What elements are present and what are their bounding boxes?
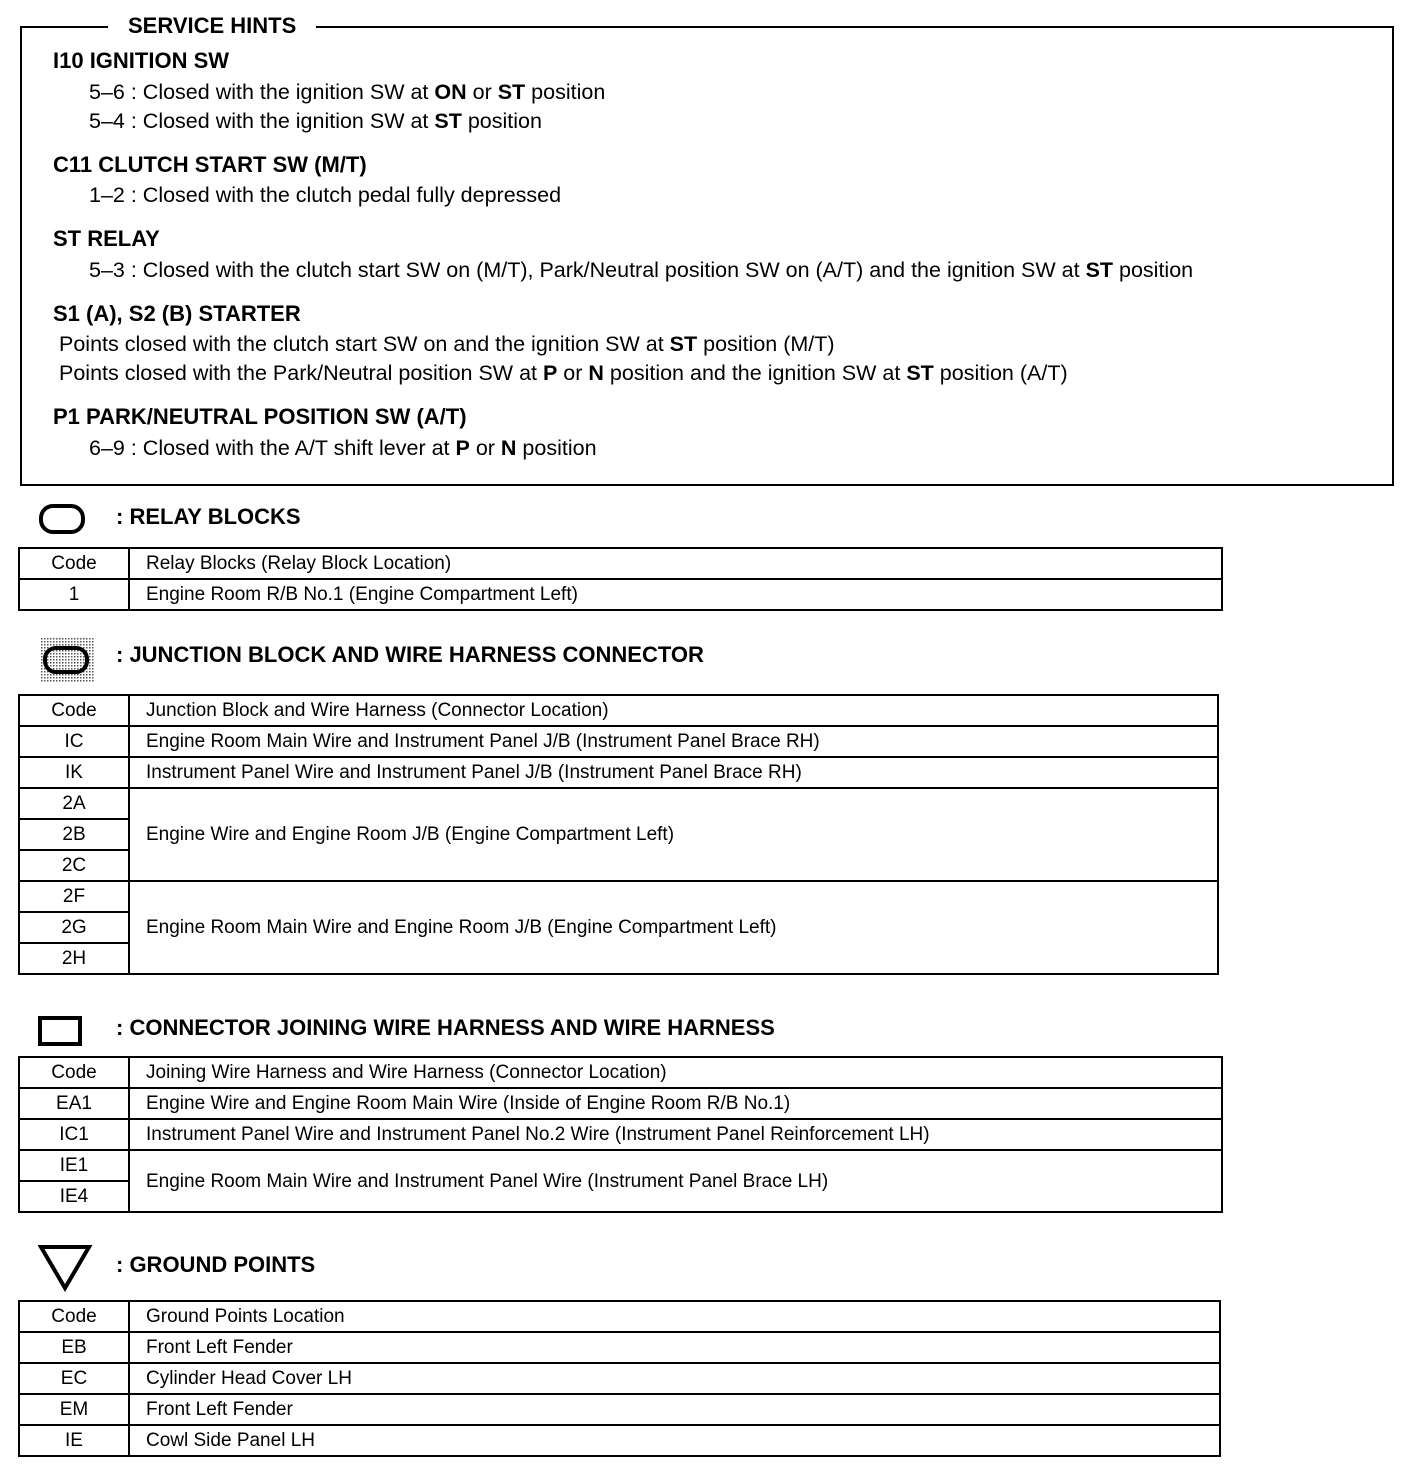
table-row bbox=[19, 1332, 1220, 1363]
code-cell: 2F bbox=[19, 881, 129, 912]
ground-points-legend bbox=[38, 1244, 938, 1284]
hint-line: 5–3 : Closed with the clutch start SW on (M/T), Park/Neutral position SW on (A/T) and the ignition SW at ST position bbox=[89, 258, 1194, 282]
desc-cell: Engine Wire and Engine Room J/B (Engine Compartment Left) bbox=[129, 788, 1218, 881]
code-cell: IE bbox=[19, 1425, 129, 1456]
connector-table bbox=[18, 1056, 1223, 1213]
ground-points-label: : GROUND POINTS bbox=[116, 1252, 316, 1277]
header-desc: Joining Wire Harness and Wire Harness (Connector Location) bbox=[129, 1057, 1222, 1088]
hint-line: Points closed with the Park/Neutral position SW at P or N position and the ignition SW at ST position (A/T) bbox=[59, 361, 1068, 385]
table-row bbox=[19, 1394, 1220, 1425]
header-code: Code bbox=[19, 1057, 129, 1088]
code-cell: EB bbox=[19, 1332, 129, 1363]
header-desc: Ground Points Location bbox=[129, 1301, 1220, 1332]
ground-points-table bbox=[18, 1300, 1221, 1457]
ground-point-icon bbox=[38, 1244, 94, 1292]
code-cell: IC1 bbox=[19, 1119, 129, 1150]
connector-label: : CONNECTOR JOINING WIRE HARNESS AND WIRE HARNESS bbox=[116, 1015, 775, 1040]
table-row bbox=[19, 1150, 1222, 1181]
code-cell: 2G bbox=[19, 912, 129, 943]
table-header-row bbox=[19, 1301, 1220, 1332]
code-cell: IE4 bbox=[19, 1181, 129, 1212]
table-row bbox=[19, 1119, 1222, 1150]
code-cell: EC bbox=[19, 1363, 129, 1394]
table-row bbox=[19, 1363, 1220, 1394]
hint-line: 5–4 : Closed with the ignition SW at ST position bbox=[89, 109, 542, 133]
connector-legend bbox=[38, 1011, 938, 1051]
hint-heading-clutch-start-sw: C11 CLUTCH START SW (M/T) bbox=[53, 152, 367, 177]
code-cell: IC bbox=[19, 726, 129, 757]
code-cell: 2C bbox=[19, 850, 129, 881]
desc-cell: Engine Wire and Engine Room Main Wire (Inside of Engine Room R/B No.1) bbox=[129, 1088, 1222, 1119]
table-row bbox=[19, 1425, 1220, 1456]
junction-block-legend bbox=[38, 638, 938, 678]
desc-cell: Engine Room Main Wire and Instrument Panel J/B (Instrument Panel Brace RH) bbox=[129, 726, 1218, 757]
hint-line: 5–6 : Closed with the ignition SW at ON or ST position bbox=[89, 80, 606, 104]
table-header-row bbox=[19, 548, 1222, 579]
junction-block-label: : JUNCTION BLOCK AND WIRE HARNESS CONNECTOR bbox=[116, 642, 704, 667]
desc-cell: Instrument Panel Wire and Instrument Panel No.2 Wire (Instrument Panel Reinforcement LH) bbox=[129, 1119, 1222, 1150]
code-cell: EA1 bbox=[19, 1088, 129, 1119]
header-code: Code bbox=[19, 1301, 129, 1332]
desc-cell: Front Left Fender bbox=[129, 1332, 1220, 1363]
code-cell: 2A bbox=[19, 788, 129, 819]
hint-line: Points closed with the clutch start SW on and the ignition SW at ST position (M/T) bbox=[59, 332, 835, 356]
table-row bbox=[19, 757, 1218, 788]
code-cell: IE1 bbox=[19, 1150, 129, 1181]
relay-blocks-table bbox=[18, 547, 1223, 611]
desc-cell: Engine Room Main Wire and Engine Room J/B (Engine Compartment Left) bbox=[129, 881, 1218, 974]
service-hints-title: SERVICE HINTS bbox=[108, 13, 316, 39]
service-hints-box bbox=[20, 13, 1394, 486]
hint-heading-park-neutral-sw: P1 PARK/NEUTRAL POSITION SW (A/T) bbox=[53, 404, 467, 429]
junction-block-icon bbox=[38, 638, 96, 684]
relay-blocks-label: : RELAY BLOCKS bbox=[116, 504, 301, 529]
hint-line: 6–9 : Closed with the A/T shift lever at P or N position bbox=[89, 436, 597, 460]
hint-heading-st-relay: ST RELAY bbox=[53, 226, 160, 251]
table-row bbox=[19, 881, 1218, 912]
code-cell: EM bbox=[19, 1394, 129, 1425]
code-cell: IK bbox=[19, 757, 129, 788]
desc-cell: Instrument Panel Wire and Instrument Panel J/B (Instrument Panel Brace RH) bbox=[129, 757, 1218, 788]
hint-heading-ignition-sw: I10 IGNITION SW bbox=[53, 48, 230, 73]
junction-block-table bbox=[18, 694, 1219, 975]
header-code: Code bbox=[19, 695, 129, 726]
table-row bbox=[19, 726, 1218, 757]
desc-cell: Cylinder Head Cover LH bbox=[129, 1363, 1220, 1394]
desc-cell: Engine Room Main Wire and Instrument Panel Wire (Instrument Panel Brace LH) bbox=[129, 1150, 1222, 1212]
desc-cell: Engine Room R/B No.1 (Engine Compartment Left) bbox=[129, 579, 1222, 610]
relay-block-icon bbox=[38, 500, 88, 536]
header-desc: Relay Blocks (Relay Block Location) bbox=[129, 548, 1222, 579]
connector-icon bbox=[38, 1011, 88, 1047]
table-header-row bbox=[19, 1057, 1222, 1088]
table-row bbox=[19, 579, 1222, 610]
desc-cell: Cowl Side Panel LH bbox=[129, 1425, 1220, 1456]
code-cell: 1 bbox=[19, 579, 129, 610]
hint-heading-starter: S1 (A), S2 (B) STARTER bbox=[53, 301, 301, 326]
table-row bbox=[19, 1088, 1222, 1119]
header-desc: Junction Block and Wire Harness (Connector Location) bbox=[129, 695, 1218, 726]
table-row bbox=[19, 788, 1218, 819]
hint-line: 1–2 : Closed with the clutch pedal fully depressed bbox=[89, 183, 562, 207]
table-header-row bbox=[19, 695, 1218, 726]
header-code: Code bbox=[19, 548, 129, 579]
relay-blocks-legend bbox=[38, 500, 938, 540]
code-cell: 2B bbox=[19, 819, 129, 850]
desc-cell: Front Left Fender bbox=[129, 1394, 1220, 1425]
code-cell: 2H bbox=[19, 943, 129, 974]
